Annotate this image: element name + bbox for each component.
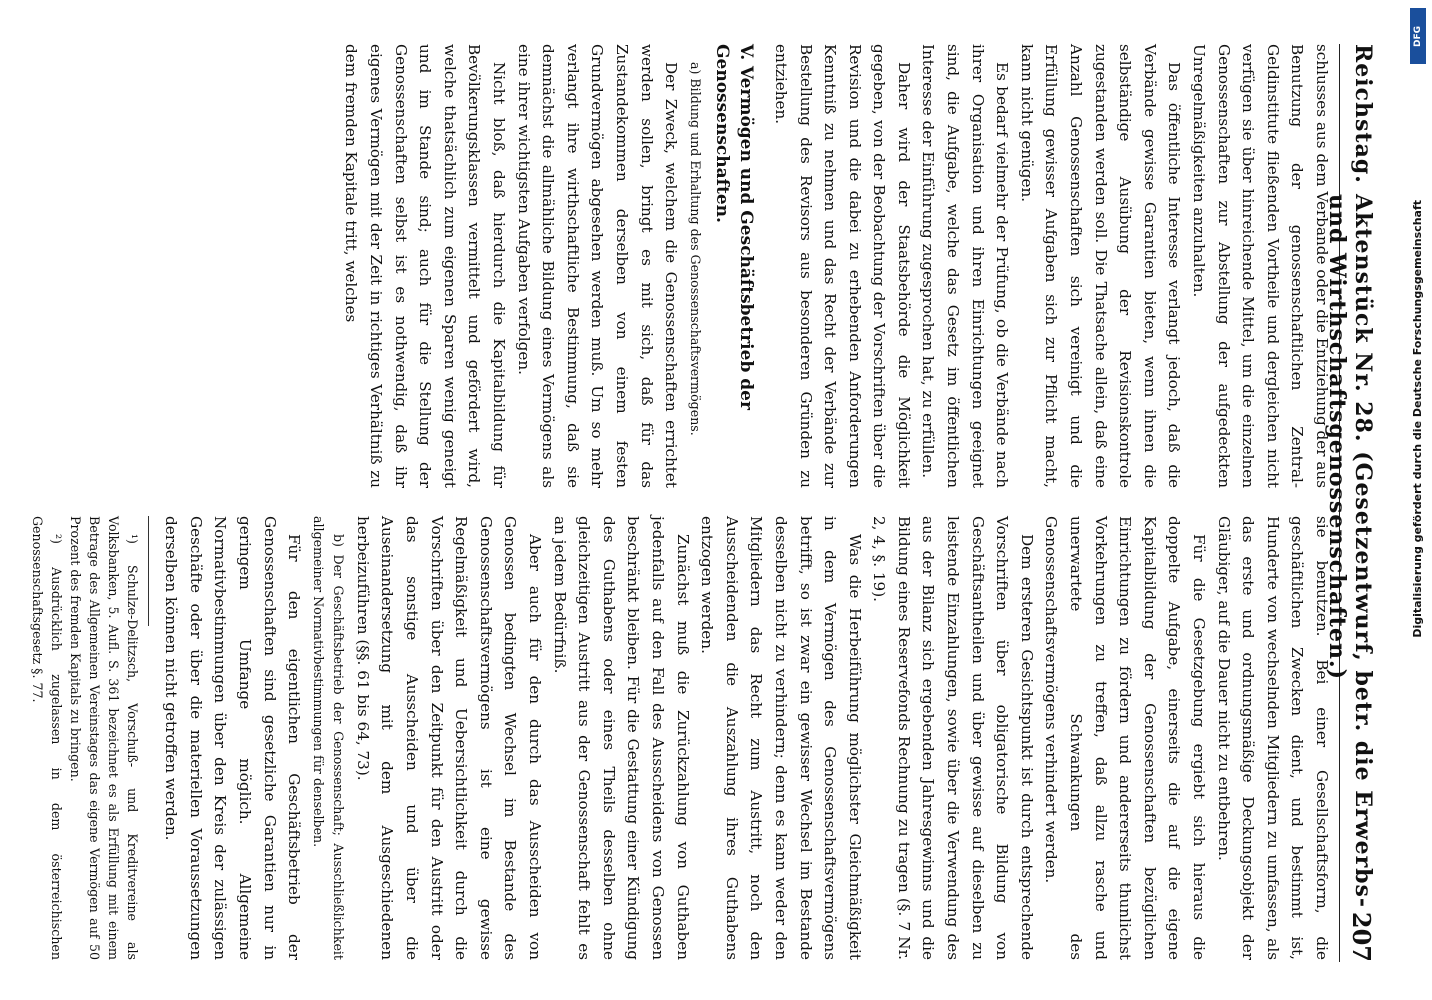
running-header bbox=[1324, 44, 1380, 962]
paragraph: Das öffentliche Interesse verlangt jedoch, daß die Verbände gewisse Garantien bieten, wenn ihnen die selbständige Ausübung der Revisionskontrole zugestanden werden soll. Die Thatsache allein, daß eine Anzahl Genossenschaften sich vereinigt und die Erfüllung gewisser Aufgaben sich zur Pflicht macht, kann nicht genügen. bbox=[1017, 44, 1184, 488]
dfg-logo: DFG bbox=[1410, 8, 1426, 64]
section-heading: V. Vermögen und Geschäftsbetrieb der Genossenschaften. bbox=[711, 44, 757, 410]
digitization-credit: Digitalisierung gefördert durch die Deutsche Forschungsgemeinschaft bbox=[1411, 200, 1424, 638]
document-page-content bbox=[26, 20, 1386, 980]
rotated-document-page bbox=[26, 20, 1386, 980]
footnote: ²) Ausdrücklich zugelassen in dem österreichischen Genossenschaftsgesetz §. 77. bbox=[29, 516, 64, 960]
paragraph: Was die Herbeiführung möglichster Gleichmäßigkeit in dem Vermögen des Genossenschaftsvermögens betrifft, so ist zwar ein gewisser Wechsel im Bestande desselben nicht zu verhindern; denn es kann weder den Mitgliedern das Recht zum Austritt, noch den Ausscheidenden die Auszahlung ihres Guthabens entzogen werden. bbox=[698, 516, 864, 960]
paragraph: Für die Gesetzgebung ergiebt sich hieraus die doppelte Aufgabe, einerseits die auf die eigene Kapitalbildung der Genossenschaften bezüglichen Einrichtungen zu fördern und andererseits thunlichst Vorkehrungen zu treffen, daß allzu rasche und unerwartete Schwankungen des Genossenschaftsvermögens verhindert werden. bbox=[1042, 516, 1209, 960]
paragraph: sie benutzen. Bei einer Gesellschaftsform, die geschäftlichen Zwecken dient, und bestimmt ist, Hunderte von wechselnden Mitgliedern zu umfassen, als das erste und ordnungsmäßige Deckungsobjekt der Gläubiger, auf die Dauer nicht zu entbehren. bbox=[1214, 516, 1331, 960]
page-number: 207 bbox=[1347, 911, 1376, 962]
footnote-divider bbox=[148, 516, 149, 626]
subsection-heading: b) Der Geschäftsbetrieb der Genossenschaft; Ausschließlichkeit allgemeiner Normativbestimmungen für denselben. bbox=[311, 516, 347, 960]
paragraph: Für den eigentlichen Geschäftsbetrieb der Genossenschaften sind gesetzliche Garantien nur in geringem Umfange möglich. Allgemeine Normativbestimmungen über den Kreis der zulässigen Geschäfte oder über die materiellen Voraussetzungen derselben können nicht getroffen werden. bbox=[162, 516, 304, 960]
left-text-column bbox=[46, 44, 1334, 488]
paragraph: Der Zweck, welchem die Genossenschaften errichtet werden sollen, bringt es mit sich, daß für das Zustandekommen derselben von einem festen Grundvermögen abgesehen werden muß. Um so mehr verlangt ihre wirthschaftliche Bestimmung, daß sie demnächst die allmähliche Bildung eines Vermögens als eine ihrer wichtigsten Aufgaben verfolgen. bbox=[514, 44, 681, 488]
paragraph: Nicht bloß, daß hierdurch die Kapitalbildung für Bevölkerungsklassen vermittelt und gefördert wird, welche thatsächlich zum eigenen Sparen wenig geneigt und im Stande sind; auch für die Stellung der Genossenschaften selbst ist es nothwendig, daß ihr eigenes Vermögen mit der Zeit in richtiges Verhältniß zu dem fremden Kapitale tritt, welches bbox=[342, 44, 508, 488]
paragraph: Es bedarf vielmehr der Prüfung, ob die Verbände nach ihrer Organisation und ihren Einrichtungen geeignet sind, die Aufgabe, welche das Gesetz im öffentlichen Interesse der Einführung zugesprochen hat, zu erfüllen. bbox=[919, 44, 1012, 488]
right-text-column bbox=[29, 516, 1334, 960]
header-center-title: Aktenstück Nr. 28. (Gesetzentwurf, betr. die Erwerbs- und Wirthschaftsgenossenschaften.) bbox=[1324, 194, 1376, 909]
paragraph: Aber auch für den durch das Ausscheiden von Genossen bedingten Wechsel im Bestande des Genossenschaftsvermögens ist eine gewisse Regelmäßigkeit und Uebersichtlichkeit durch die Vorschriften über den Zeitpunkt für den Austritt oder das sonstige Ausscheiden und über die Auseinandersetzung mit dem Ausgeschiedenen herbeizuführen (§§. 61 bis 64, 73). bbox=[353, 516, 544, 960]
subsection-heading: a) Bildung und Erhaltung des Genossenschaftsvermögens. bbox=[688, 62, 704, 436]
paragraph: Daher wird der Staatsbehörde die Möglichkeit gegeben, von der Beobachtung der Vorschriften über die Revision und die dabei zu erhebenden Anforderungen Kenntniß zu nehmen und das Recht der Verbände zur Bestellung des Revisors aus besonderen Gründen zu entziehen. bbox=[771, 44, 913, 488]
header-left-title: Reichstag. bbox=[1350, 44, 1376, 184]
footnote: ¹) Schulze-Delitzsch, Vorschuß- und Kreditvereine als Volksbanken, 5. Aufl. S. 361 bezeichnet es als Erfüllung mit einem Betrage des Allgemeinen Vereinstages das eigene Vermögen auf 50 Prozent des fremden Kapitals zu bringen. bbox=[67, 516, 140, 960]
paragraph: schlusses aus dem Verbande oder die Entziehung der aus Benutzung der genossenschaftlichen Zentral-Geldinstitute fließenden Vortheile und dergleichen nicht verfügen sie über hinreichende Mittel, um die einzelnen Genossenschaften zur Abstellung der aufgedeckten Unregelmäßigkeiten anzuhalten. bbox=[1190, 44, 1331, 488]
paragraph: Dem ersteren Gesichtspunkt ist durch entsprechende Vorschriften über obligatorische Bildung von Geschäftsantheilen und über gewisse auf dieselben zu leistende Einzahlungen, sowie über die Verwendung des aus der Bilanz sich ergebenden Jahresgewinns und die Bildung eines Reservefonds Rechnung zu tragen (§. 7 Nr. 2, 4, §. 19). bbox=[870, 516, 1036, 960]
paragraph: Zunächst muß die Zurückzahlung von Guthaben jedenfalls auf den Fall des Ausscheidens von Genossen beschränkt bleiben. Für die Gestattung einer Kündigung des Guthabens oder eines Theils desselben ohne gleichzeitigen Austritt aus der Genossenschaft fehlt es an jedem Bedürfniß. bbox=[550, 516, 692, 960]
